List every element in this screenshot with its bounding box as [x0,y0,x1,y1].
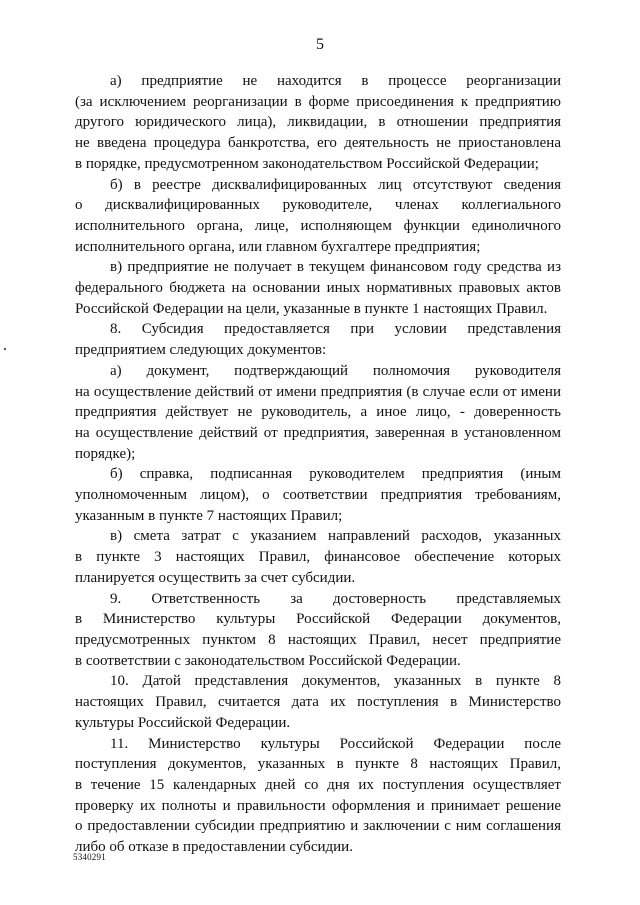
paragraph-line: либо об отказе в предоставлении субсидии. [75,839,353,856]
paragraph-line: исполнительного органа, лице, исполняющем функции единоличного [75,217,561,234]
paragraph-line: исполнительного органа, или главном бухгалтере предприятия; [75,238,481,255]
paragraph [75,71,561,175]
paragraph-line: настоящих Правил, считается дата их поступления в Министерство [75,694,561,711]
paragraph [75,175,561,258]
document-code: 5340291 [73,852,106,862]
paragraph-line: б) в реестре дисквалифицированных лиц отсутствуют сведения [110,176,561,193]
paragraph-line: а) предприятие не находится в процессе реорганизации [110,73,561,89]
paragraph-line: Российской Федерации на цели, указанные в пункте 1 настоящих Правил. [75,300,548,317]
paragraph [75,464,561,526]
paragraph-line: уполномоченным лицом), о соответствии предприятия требованиям, [75,487,561,504]
paragraph-line: 9. Ответственность за достоверность представляемых [110,590,561,607]
paragraph-line: в Министерство культуры Российской Федерации документов, [75,611,561,628]
paragraph [75,671,561,733]
paragraph-line: (за исключением реорганизации в форме присоединения к предприятию [75,93,561,110]
paragraph-line: федерального бюджета на основании иных нормативных правовых актов [75,280,561,297]
paragraph [75,734,561,858]
scan-margin-mark [4,348,6,350]
paragraph-line: на осуществление действий от имени предприятия (в случае если от имени [75,383,561,400]
paragraph-line: в порядке, предусмотренном законодательством Российской Федерации; [75,155,539,172]
paragraph [75,257,561,319]
paragraph-line: а) документ, подтверждающий полномочия руководителя [110,362,561,379]
paragraph-line: порядке); [75,445,136,462]
paragraph-line: о предоставлении субсидии предприятию и заключении с ним соглашения [75,818,561,835]
paragraph-line: в соответствии с законодательством Российской Федерации. [75,652,461,669]
paragraph-line: проверку их полноты и правильности оформления и принимает решение [75,797,561,814]
paragraph-line: в пункте 3 настоящих Правил, финансовое обеспечение которых [75,549,561,566]
paragraph-line: на осуществление действий от предприятия, заверенная в установленном [75,424,561,441]
document-body [75,71,561,858]
paragraph-line: 11. Министерство культуры Российской Федерации после [110,735,561,752]
paragraph-line: в) смета затрат с указанием направлений расходов, указанных [110,528,561,545]
paragraph-line: предусмотренных пунктом 8 настоящих Правил, несет предприятие [75,631,561,648]
paragraph-line: предприятием следующих документов: [75,342,327,359]
paragraph-line: в течение 15 календарных дней со дня их поступления осуществляет [75,776,561,793]
paragraph [75,526,561,588]
paragraph-line: поступления документов, указанных в пункте 8 настоящих Правил, [75,756,561,773]
paragraph-line: предприятия действует не руководитель, а иное лицо, - доверенность [75,404,561,421]
paragraph-line: культуры Российской Федерации. [75,714,291,731]
paragraph-line: 10. Датой представления документов, указанных в пункте 8 [110,673,561,690]
paragraph-line: указанным в пункте 7 настоящих Правил; [75,507,343,524]
paragraph [75,361,561,465]
paragraph-line: б) справка, подписанная руководителем предприятия (иным [110,466,561,483]
paragraph-line: не введена процедура банкротства, его деятельность не приостановлена [75,135,561,152]
paragraph [75,319,561,360]
paragraph-line: о дисквалифицированных руководителе, членах коллегиального [75,197,561,214]
page-number: 5 [316,36,324,53]
paragraph-line: планируется осуществить за счет субсидии. [75,569,356,586]
paragraph [75,589,561,672]
paragraph-line: 8. Субсидия предоставляется при условии представления [110,321,561,338]
paragraph-line: другого юридического лица), ликвидации, в отношении предприятия [75,114,561,131]
paragraph-line: в) предприятие не получает в текущем финансовом году средства из [110,259,561,276]
